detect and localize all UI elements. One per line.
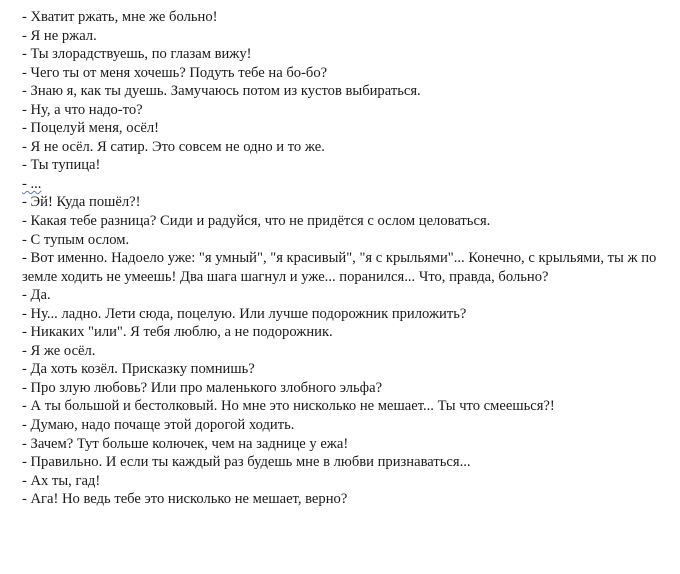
dialogue-line: - Про злую любовь? Или про маленького злобного эльфа? [22,379,383,396]
dialogue-line: - Ну, а что надо-то? [22,101,143,118]
dialogue-line: - Эй! Куда пошёл?! [22,194,141,211]
dialogue-line: - Никаких "или". Я тебя люблю, а не подорожник. [22,324,333,341]
dialogue-line-ellipsis: - ... [22,175,42,192]
dialogue-line: - Ах ты, гад! [22,472,101,489]
dialogue-line: - Какая тебе разница? Сиди и радуйся, что не придётся с ослом целоваться. [22,213,491,230]
dialogue-line: - Я не осёл. Я сатир. Это совсем не одно и то же. [22,138,325,155]
dialogue-line: - Чего ты от меня хочешь? Подуть тебе на бо-бо? [22,64,328,81]
dialogue-line: - Думаю, надо почаще этой дорогой ходить. [22,417,295,434]
dialogue-line: - Ты злорадствуешь, по глазам вижу! [22,46,252,63]
dialogue-line: - Да. [22,287,51,304]
dialogue-line: - Ну... ладно. Лети сюда, поцелую. Или лучше подорожник приложить? [22,305,467,322]
dialogue-line: - Я же осёл. [22,342,96,359]
dialogue-line: - Вот именно. Надоело уже: "я умный", "я красивый", "я с крыльями"... Конечно, с крыльями, ты ж по земле ходить не умеешь! Два шага шагнул и уже... поранился... Что, правда, больно? [22,250,657,285]
dialogue-text [22,8,672,509]
dialogue-line: - Поцелуй меня, осёл! [22,120,159,137]
dialogue-line: - Я не ржал. [22,27,97,44]
dialogue-line: - Правильно. И если ты каждый раз будешь мне в любви признаваться... [22,454,471,471]
dialogue-line: - С тупым ослом. [22,231,130,248]
dialogue-line: - Зачем? Тут больше колючек, чем на заднице у ежа! [22,435,349,452]
dialogue-line: - А ты большой и бестолковый. Но мне это нисколько не мешает... Ты что смеешься?! [22,398,555,415]
dialogue-line: - Знаю я, как ты дуешь. Замучаюсь потом из кустов выбираться. [22,83,421,100]
dialogue-line: - Ты тупица! [22,157,101,174]
dialogue-line: - Хватит ржать, мне же больно! [22,9,218,25]
dialogue-line: - Ага! Но ведь тебе это нисколько не мешает, верно? [22,491,348,508]
dialogue-line: - Да хоть козёл. Присказку помнишь? [22,361,255,378]
